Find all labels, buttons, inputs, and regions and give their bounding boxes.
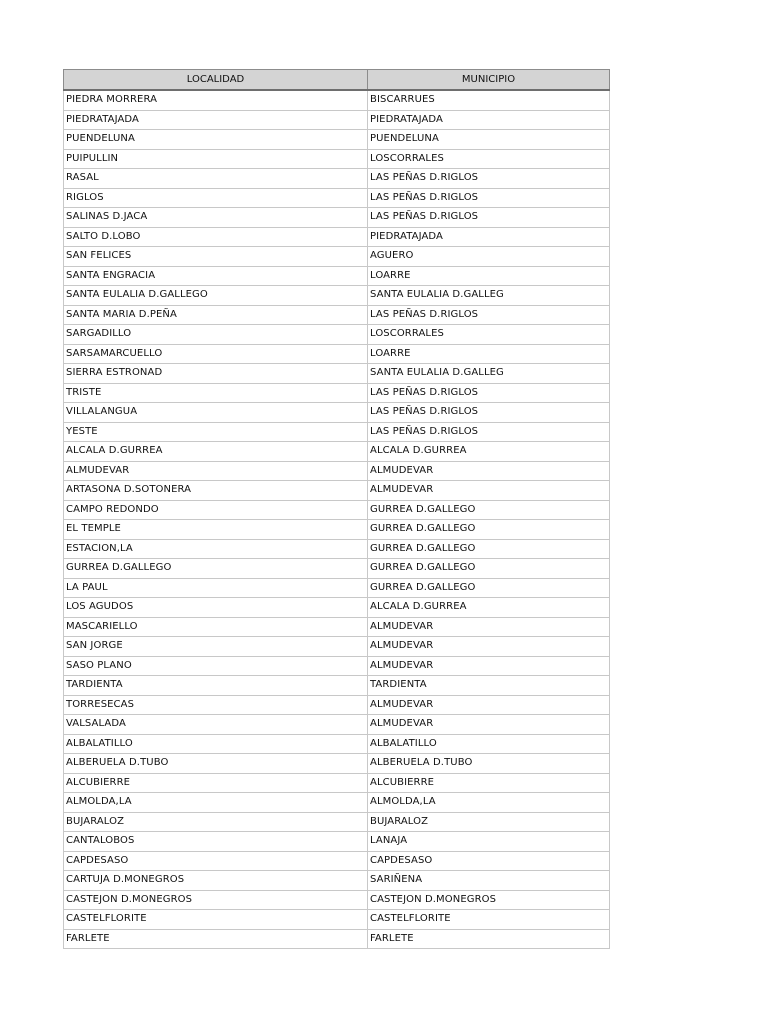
cell-localidad: SAN FELICES	[64, 247, 368, 267]
cell-localidad: SANTA ENGRACIA	[64, 266, 368, 286]
cell-municipio: ALCALA D.GURREA	[368, 442, 610, 462]
table-row	[64, 403, 610, 423]
table-row	[64, 910, 610, 930]
cell-localidad: ALCUBIERRE	[64, 773, 368, 793]
cell-municipio: SARIÑENA	[368, 871, 610, 891]
cell-localidad: CASTEJON D.MONEGROS	[64, 890, 368, 910]
cell-localidad: PIEDRA MORRERA	[64, 90, 368, 110]
table-row	[64, 149, 610, 169]
table-row	[64, 695, 610, 715]
cell-municipio: GURREA D.GALLEGO	[368, 578, 610, 598]
table-row	[64, 793, 610, 813]
cell-municipio: LOARRE	[368, 266, 610, 286]
cell-localidad: BUJARALOZ	[64, 812, 368, 832]
table-row	[64, 247, 610, 267]
cell-localidad: LOS AGUDOS	[64, 598, 368, 618]
cell-municipio: CASTELFLORITE	[368, 910, 610, 930]
cell-municipio: LAS PEÑAS D.RIGLOS	[368, 422, 610, 442]
table-row	[64, 442, 610, 462]
cell-municipio: ALBALATILLO	[368, 734, 610, 754]
cell-localidad: PUIPULLIN	[64, 149, 368, 169]
cell-localidad: ALBERUELA D.TUBO	[64, 754, 368, 774]
cell-municipio: SANTA EULALIA D.GALLEG	[368, 364, 610, 384]
table-row	[64, 305, 610, 325]
header-localidad: LOCALIDAD	[64, 70, 368, 91]
cell-municipio: TARDIENTA	[368, 676, 610, 696]
cell-localidad: ARTASONA D.SOTONERA	[64, 481, 368, 501]
cell-localidad: ESTACION,LA	[64, 539, 368, 559]
table-row	[64, 832, 610, 852]
table-row	[64, 227, 610, 247]
table-row	[64, 266, 610, 286]
cell-localidad: YESTE	[64, 422, 368, 442]
table-row	[64, 422, 610, 442]
cell-localidad: RASAL	[64, 169, 368, 189]
cell-municipio: BUJARALOZ	[368, 812, 610, 832]
table-row	[64, 208, 610, 228]
cell-localidad: SANTA MARIA D.PEÑA	[64, 305, 368, 325]
cell-municipio: PIEDRATAJADA	[368, 110, 610, 130]
cell-localidad: MASCARIELLO	[64, 617, 368, 637]
cell-municipio: CAPDESASO	[368, 851, 610, 871]
cell-municipio: LAS PEÑAS D.RIGLOS	[368, 305, 610, 325]
cell-municipio: ALMUDEVAR	[368, 656, 610, 676]
cell-localidad: TORRESECAS	[64, 695, 368, 715]
cell-localidad: SAN JORGE	[64, 637, 368, 657]
cell-municipio: LAS PEÑAS D.RIGLOS	[368, 208, 610, 228]
cell-municipio: ALMOLDA,LA	[368, 793, 610, 813]
table-row	[64, 559, 610, 579]
table-row	[64, 364, 610, 384]
cell-municipio: LAS PEÑAS D.RIGLOS	[368, 169, 610, 189]
cell-municipio: ALBERUELA D.TUBO	[368, 754, 610, 774]
cell-localidad: CAMPO REDONDO	[64, 500, 368, 520]
table-body	[64, 90, 610, 949]
cell-localidad: CARTUJA D.MONEGROS	[64, 871, 368, 891]
cell-municipio: PUENDELUNA	[368, 130, 610, 150]
table-row	[64, 812, 610, 832]
cell-municipio: LOSCORRALES	[368, 325, 610, 345]
table-row	[64, 500, 610, 520]
cell-municipio: LAS PEÑAS D.RIGLOS	[368, 383, 610, 403]
cell-localidad: TARDIENTA	[64, 676, 368, 696]
cell-localidad: FARLETE	[64, 929, 368, 949]
cell-municipio: ALCALA D.GURREA	[368, 598, 610, 618]
table-header-row	[64, 70, 610, 91]
cell-localidad: CAPDESASO	[64, 851, 368, 871]
cell-localidad: SALTO D.LOBO	[64, 227, 368, 247]
cell-localidad: CASTELFLORITE	[64, 910, 368, 930]
table-row	[64, 325, 610, 345]
cell-municipio: PIEDRATAJADA	[368, 227, 610, 247]
cell-localidad: VALSALADA	[64, 715, 368, 735]
cell-localidad: SIERRA ESTRONAD	[64, 364, 368, 384]
localidades-table	[63, 69, 610, 949]
table-row	[64, 754, 610, 774]
cell-localidad: TRISTE	[64, 383, 368, 403]
table-row	[64, 773, 610, 793]
table-row	[64, 890, 610, 910]
table-row	[64, 656, 610, 676]
cell-localidad: PIEDRATAJADA	[64, 110, 368, 130]
table-row	[64, 715, 610, 735]
table-row	[64, 344, 610, 364]
table-row	[64, 851, 610, 871]
cell-municipio: ALCUBIERRE	[368, 773, 610, 793]
cell-localidad: VILLALANGUA	[64, 403, 368, 423]
cell-municipio: GURREA D.GALLEGO	[368, 539, 610, 559]
table-row	[64, 637, 610, 657]
cell-municipio: GURREA D.GALLEGO	[368, 500, 610, 520]
cell-municipio: LAS PEÑAS D.RIGLOS	[368, 188, 610, 208]
cell-localidad: RIGLOS	[64, 188, 368, 208]
table-row	[64, 481, 610, 501]
table-row	[64, 383, 610, 403]
cell-municipio: FARLETE	[368, 929, 610, 949]
cell-municipio: SANTA EULALIA D.GALLEG	[368, 286, 610, 306]
table-row	[64, 169, 610, 189]
cell-municipio: LAS PEÑAS D.RIGLOS	[368, 403, 610, 423]
cell-municipio: GURREA D.GALLEGO	[368, 559, 610, 579]
cell-localidad: ALMOLDA,LA	[64, 793, 368, 813]
cell-localidad: ALBALATILLO	[64, 734, 368, 754]
cell-localidad: LA PAUL	[64, 578, 368, 598]
cell-municipio: AGUERO	[368, 247, 610, 267]
table-row	[64, 110, 610, 130]
table-row	[64, 676, 610, 696]
cell-localidad: SARSAMARCUELLO	[64, 344, 368, 364]
cell-localidad: ALMUDEVAR	[64, 461, 368, 481]
cell-municipio: LOARRE	[368, 344, 610, 364]
table-row	[64, 871, 610, 891]
cell-localidad: SASO PLANO	[64, 656, 368, 676]
localidades-table-container	[63, 69, 609, 949]
cell-municipio: GURREA D.GALLEGO	[368, 520, 610, 540]
cell-municipio: ALMUDEVAR	[368, 695, 610, 715]
cell-municipio: LANAJA	[368, 832, 610, 852]
cell-municipio: ALMUDEVAR	[368, 481, 610, 501]
table-row	[64, 578, 610, 598]
table-row	[64, 929, 610, 949]
cell-localidad: EL TEMPLE	[64, 520, 368, 540]
cell-localidad: SANTA EULALIA D.GALLEGO	[64, 286, 368, 306]
header-municipio: MUNICIPIO	[368, 70, 610, 91]
cell-municipio: BISCARRUES	[368, 90, 610, 110]
table-row	[64, 520, 610, 540]
cell-municipio: ALMUDEVAR	[368, 617, 610, 637]
cell-municipio: LOSCORRALES	[368, 149, 610, 169]
cell-municipio: ALMUDEVAR	[368, 715, 610, 735]
table-row	[64, 286, 610, 306]
table-row	[64, 130, 610, 150]
table-row	[64, 734, 610, 754]
table-row	[64, 598, 610, 618]
table-row	[64, 461, 610, 481]
cell-municipio: ALMUDEVAR	[368, 461, 610, 481]
table-row	[64, 90, 610, 110]
cell-localidad: PUENDELUNA	[64, 130, 368, 150]
cell-localidad: SARGADILLO	[64, 325, 368, 345]
cell-localidad: GURREA D.GALLEGO	[64, 559, 368, 579]
cell-localidad: SALINAS D.JACA	[64, 208, 368, 228]
cell-localidad: ALCALA D.GURREA	[64, 442, 368, 462]
cell-localidad: CANTALOBOS	[64, 832, 368, 852]
cell-municipio: ALMUDEVAR	[368, 637, 610, 657]
cell-municipio: CASTEJON D.MONEGROS	[368, 890, 610, 910]
table-row	[64, 188, 610, 208]
table-row	[64, 539, 610, 559]
table-row	[64, 617, 610, 637]
